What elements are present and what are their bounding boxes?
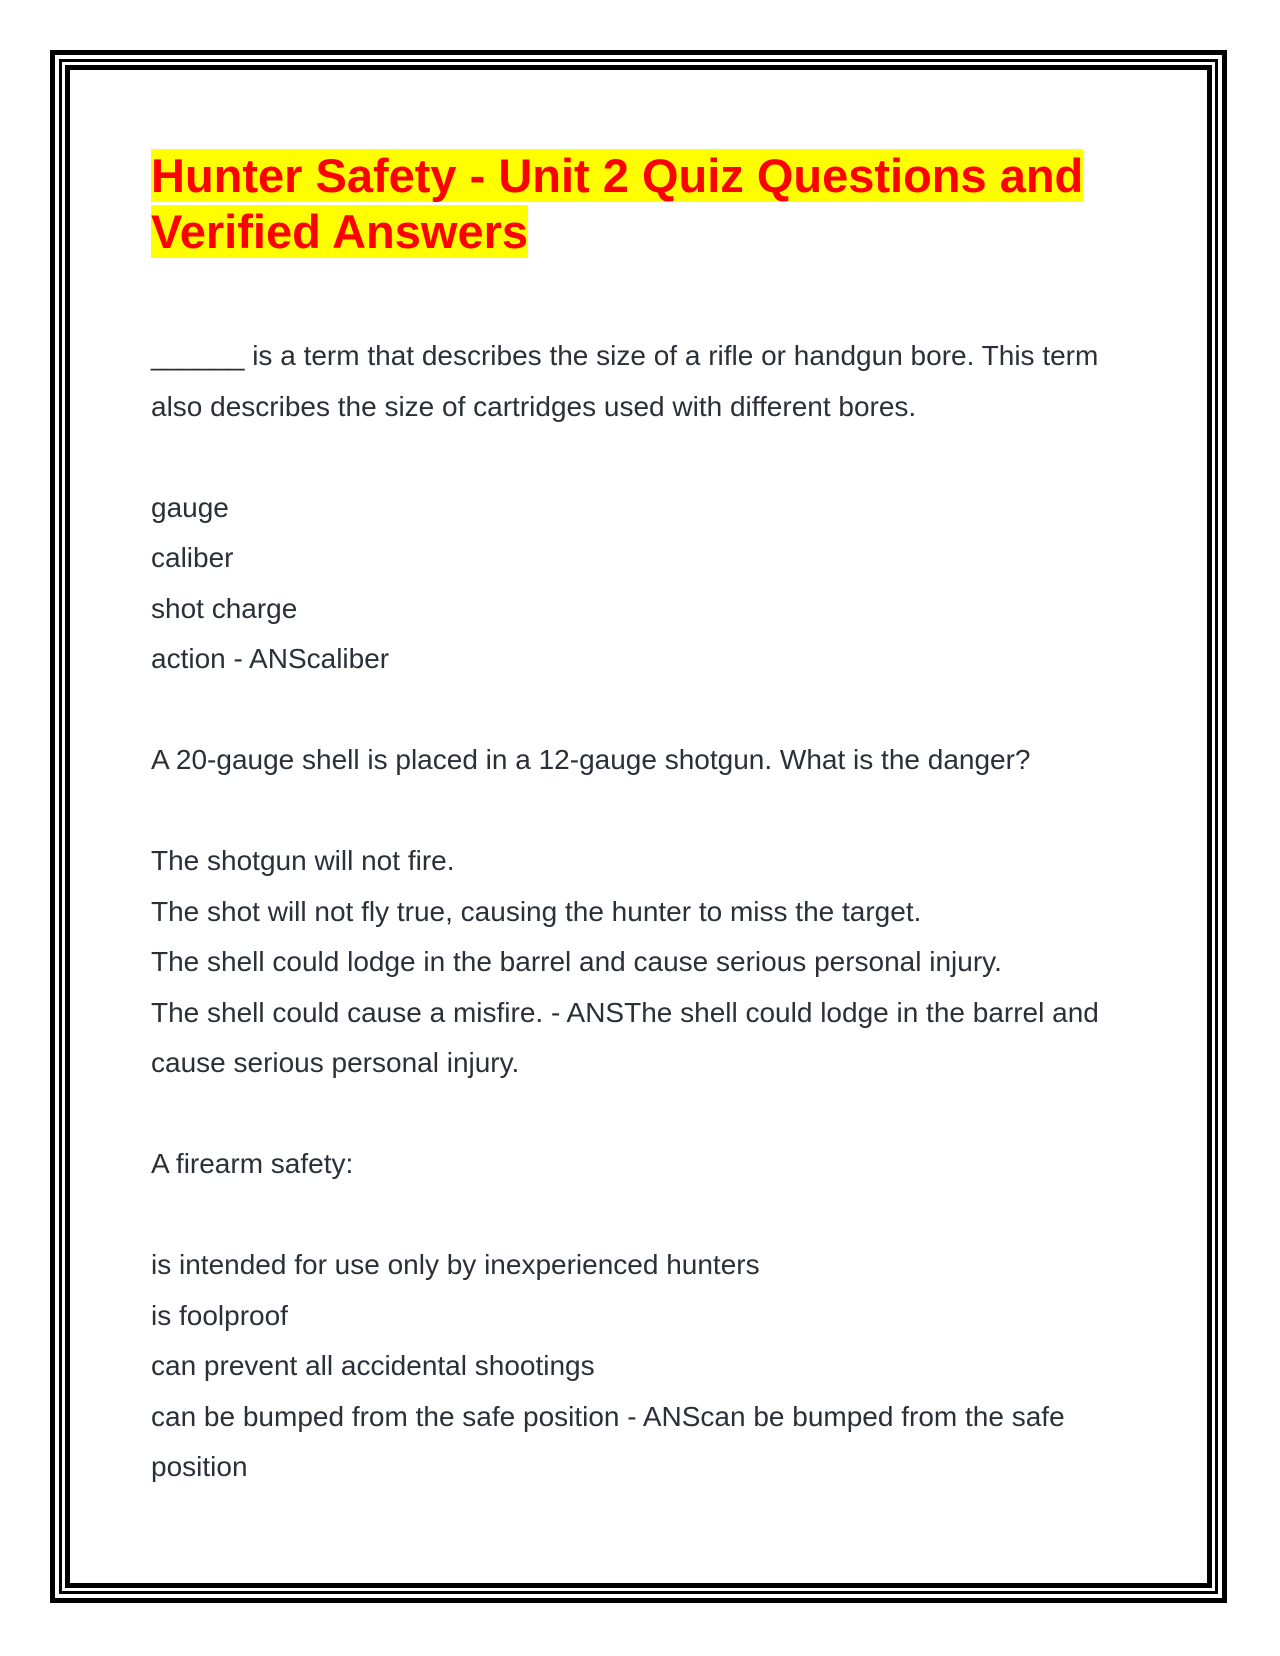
question-block [151, 735, 1136, 1089]
question-prompt: A 20-gauge shell is placed in a 12-gauge shotgun. What is the danger? [151, 744, 1031, 775]
spacer [151, 432, 1136, 483]
question-block [151, 331, 1136, 685]
answer-option-with-answer: can be bumped from the safe position - ANScan be bumped from the safe position [151, 1400, 1073, 1482]
spacer [151, 685, 1136, 736]
answer-option: caliber [151, 542, 234, 573]
quiz-body [151, 331, 1136, 1493]
answer-option-with-answer: The shell could cause a misfire. - ANSThe shell could lodge in the barrel and cause serious personal injury. [151, 996, 1107, 1078]
answer-option: The shell could lodge in the barrel and cause serious personal injury. [151, 946, 1002, 977]
answer-option: shot charge [151, 592, 298, 624]
answer-option-with-answer: action - ANScaliber [151, 643, 390, 674]
answer-option: gauge [151, 491, 229, 523]
spacer [151, 786, 1136, 837]
question-prompt: ______ is a term that describes the size of a rifle or handgun bore. This term also describes the size of cartridges used with different bores. [151, 340, 1107, 422]
document-content [151, 148, 1136, 1493]
spacer [151, 1089, 1136, 1140]
answer-option: is foolproof [151, 1299, 288, 1331]
question-prompt: A firearm safety: [151, 1148, 354, 1179]
spacer [151, 1190, 1136, 1241]
answer-option: The shotgun will not fire. [151, 845, 455, 876]
document-title [151, 148, 1136, 260]
question-block [151, 1139, 1136, 1493]
document-title-text: Hunter Safety - Unit 2 Quiz Questions and Verified Answers [151, 149, 1084, 258]
answer-option: The shot will not fly true, causing the hunter to miss the target. [151, 895, 922, 927]
answer-option: can prevent all accidental shootings [151, 1350, 595, 1381]
answer-option: is intended for use only by inexperienced hunters [151, 1249, 760, 1280]
